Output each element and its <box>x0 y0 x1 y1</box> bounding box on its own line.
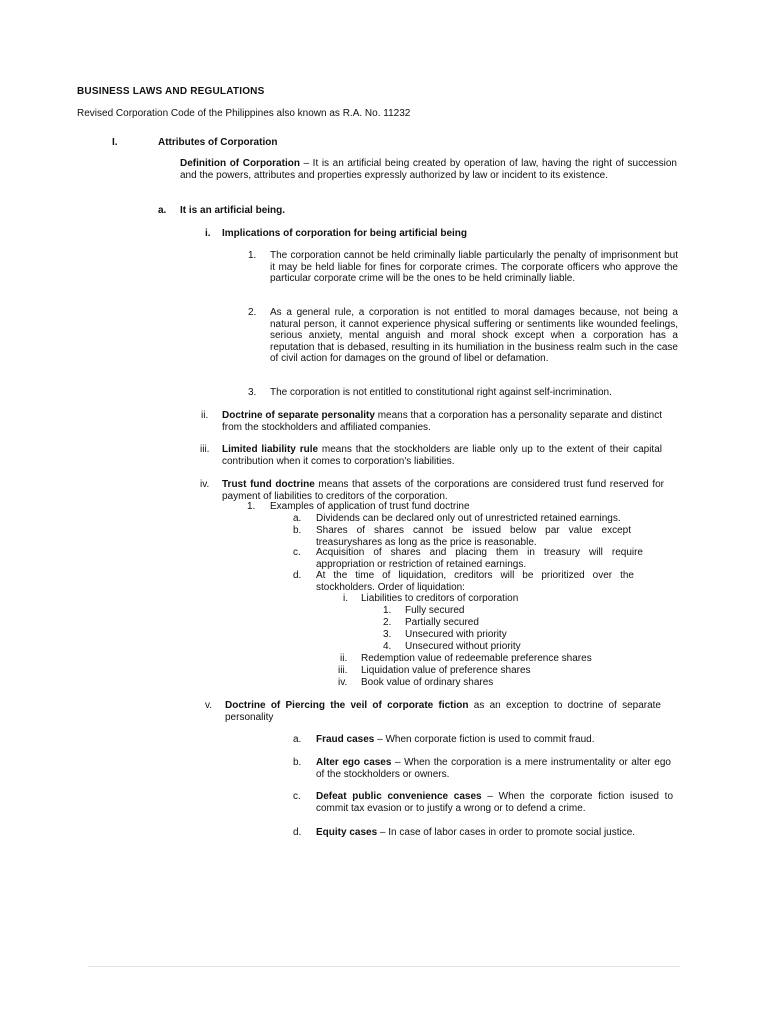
list-letter: a. <box>293 513 302 524</box>
page-footer-divider <box>88 966 680 967</box>
liquidation-item: Book value of ordinary shares <box>361 677 494 688</box>
list-item: Shares of shares cannot be issued below par value except treasuryshares as long as the price is reasonable. <box>316 525 631 548</box>
subsection-number: a. <box>158 205 167 216</box>
list-item: At the time of liquidation, creditors will be prioritized over the stockholders. Order of liquidation: <box>316 570 634 593</box>
list-item: Acquisition of shares and placing them in treasury will require appropriation or restriction of retained earnings. <box>316 547 643 570</box>
creditor-item: Unsecured with priority <box>405 629 507 640</box>
doctrine-paragraph <box>222 410 662 433</box>
case-term: Equity cases <box>316 827 378 838</box>
list-number: 1. <box>247 501 256 512</box>
item-number: ii. <box>201 410 209 421</box>
liquidation-number: ii. <box>340 653 348 664</box>
liquidation-item: Redemption value of redeemable preference shares <box>361 653 592 664</box>
case-paragraph <box>316 734 678 746</box>
list-letter: d. <box>293 570 302 581</box>
case-text: – When the corporate fiction isused to commit tax evasion or to justify a wrong or to defend a crime. <box>316 791 674 814</box>
liquidation-number: iii. <box>338 665 348 676</box>
doctrine-paragraph <box>225 700 661 723</box>
list-item: The corporation cannot be held criminally liable particularly the penalty of imprisonment but it may be held liable for fines for corporate crimes. The corporate officers who approve the particular corporate crime will be the ones to be held criminally liable. <box>270 250 678 285</box>
list-letter: b. <box>293 525 302 536</box>
case-text: – When the corporation is a mere instrumentality or alter ego of the stockholders or owners. <box>316 757 671 780</box>
definition-paragraph <box>180 158 677 181</box>
case-letter: b. <box>293 757 302 768</box>
item-number: i. <box>205 228 211 239</box>
list-item: As a general rule, a corporation is not entitled to moral damages because, not being a natural person, it cannot experience physical suffering or sentiments like wounded feelings, serious anxiety, mental anguish and moral shock except when a corporation has a reputation that is debased, resulting in its humiliation in the business realm such in the case of civil action for damages on the ground of libel or defamation. <box>270 307 678 365</box>
list-letter: c. <box>293 547 301 558</box>
list-item: Dividends can be declared only out of unrestricted retained earnings. <box>316 513 621 524</box>
item-title: Implications of corporation for being artificial being <box>222 228 468 239</box>
rule-paragraph <box>222 444 662 467</box>
doctrine-text: means that a corporation has a personality separate and distinct from the stockholders and affiliated companies. <box>222 410 662 433</box>
creditor-item: Fully secured <box>405 605 465 616</box>
doctrine-term: Doctrine of separate personality <box>222 410 375 421</box>
case-paragraph <box>316 757 671 780</box>
doctrine-paragraph <box>222 479 664 502</box>
case-term: Alter ego cases <box>316 757 392 768</box>
case-text: – In case of labor cases in order to promote social justice. <box>377 827 636 838</box>
item-number: v. <box>205 700 213 711</box>
item-number: iv. <box>200 479 210 490</box>
rule-text: means that the stockholders are liable only up to the extent of their capital contribution when it comes to corporation's liabilities. <box>222 444 662 467</box>
creditor-item: Unsecured without priority <box>405 641 521 652</box>
case-term: Defeat public convenience cases <box>316 791 482 802</box>
liquidation-item: Liquidation value of preference shares <box>361 665 531 676</box>
doctrine-text: as an exception to doctrine of separate personality <box>225 700 661 723</box>
creditor-number: 2. <box>383 617 392 628</box>
definition-text: – It is an artificial being created by operation of law, having the right of succession and the powers, attributes and properties expressly authorized by law or incident to its existence. <box>180 158 677 181</box>
doctrine-term: Doctrine of Piercing the veil of corporate fiction <box>225 700 469 711</box>
subsection-title: It is an artificial being. <box>180 205 286 216</box>
case-letter: d. <box>293 827 302 838</box>
item-number: iii. <box>200 444 210 455</box>
liquidation-number: i. <box>343 593 348 604</box>
section-number: I. <box>112 137 118 148</box>
case-letter: c. <box>293 791 301 802</box>
creditor-item: Partially secured <box>405 617 479 628</box>
case-term: Fraud cases <box>316 734 375 745</box>
list-number: 1. <box>248 250 257 261</box>
list-item: The corporation is not entitled to constitutional right against self-incrimination. <box>270 387 612 398</box>
list-title: Examples of application of trust fund doctrine <box>270 501 470 512</box>
list-number: 2. <box>248 307 257 318</box>
doctrine-term: Trust fund doctrine <box>222 479 315 490</box>
creditor-number: 4. <box>383 641 392 652</box>
document-title: BUSINESS LAWS AND REGULATIONS <box>77 86 265 97</box>
case-paragraph <box>316 791 673 814</box>
case-paragraph <box>316 827 673 839</box>
creditor-number: 3. <box>383 629 392 640</box>
doctrine-text: means that assets of the corporations are considered trust fund reserved for payment of liabilities to creditors of the corporation. <box>222 479 664 502</box>
liquidation-number: iv. <box>338 677 348 688</box>
case-letter: a. <box>293 734 302 745</box>
definition-term: Definition of Corporation <box>180 158 300 169</box>
liquidation-item: Liabilities to creditors of corporation <box>361 593 519 604</box>
creditor-number: 1. <box>383 605 392 616</box>
list-number: 3. <box>248 387 257 398</box>
section-title: Attributes of Corporation <box>158 137 278 148</box>
case-text: – When corporate fiction is used to commit fraud. <box>374 734 595 745</box>
rule-term: Limited liability rule <box>222 444 319 455</box>
document-subtitle: Revised Corporation Code of the Philippines also known as R.A. No. 11232 <box>77 108 411 119</box>
